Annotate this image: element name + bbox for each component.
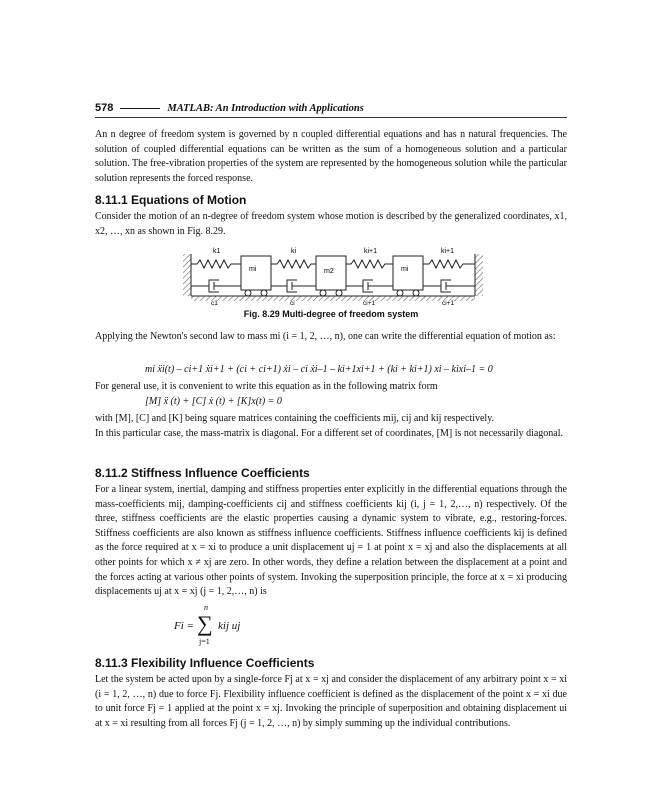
- damper-2: [271, 280, 316, 292]
- spring-3-label: ki+1: [364, 248, 378, 255]
- running-title: MATLAB: An Introduction with Applications: [167, 102, 364, 114]
- stiffness-paragraph: [95, 483, 567, 600]
- multi-dof-figure: [183, 244, 483, 306]
- matrix-form-paragraph: [95, 380, 567, 395]
- ground: [191, 296, 475, 301]
- mass-1: [241, 256, 271, 296]
- damper-1-label: c1: [211, 300, 218, 306]
- spring-2-label: ki: [291, 248, 297, 255]
- header-rule: [120, 108, 160, 109]
- sum-lower-limit: j=1: [199, 637, 210, 646]
- mass-2-label: m2: [324, 268, 334, 275]
- flexibility-paragraph: [95, 673, 567, 731]
- matrix-equation: [M] ẍ (t) + [C] ẋ (t) + [K]x(t) = 0: [145, 396, 282, 407]
- intro-paragraph: [95, 128, 567, 186]
- sum-upper-limit: n: [204, 603, 208, 612]
- section-heading-stiffness: 8.11.2 Stiffness Influence Coefficients: [95, 466, 310, 480]
- intro-text: An n degree of freedom system is governed by n coupled differential equations and has n natural frequencies. The solution of coupled differential equations can be written as the sum of a homogeneous solution and a particular solution. The free-vibration properties of the system are represented by the homogeneous solution while the particular solution represents the forced response.: [95, 129, 567, 184]
- newton-paragraph: [95, 330, 567, 345]
- newton-text: Applying the Newton's second law to mass mi (i = 1, 2, …, n), one can write the differential equation of motion as:: [95, 331, 556, 342]
- mass-3: [393, 256, 423, 296]
- left-wall: [183, 254, 191, 296]
- mass-2: [316, 256, 346, 296]
- spring-1: [191, 260, 241, 268]
- mass-1-label: mi: [249, 266, 257, 273]
- stiffness-text: For a linear system, inertial, damping and stiffness properties enter explicitly in the differential equations through the mass-coefficients mij, damping-coefficients cij and stiffness coefficients kij (i, j = 1, 2,…, n) respectively. Of the three, stiffness coefficients are the elastic properties causing a dynamic system to vibrate, e.g., restoring-forces. Stiffness coefficients are also known as stiffness influence coefficients. Stiffness influence coefficients kij is defined as the force required at x = xi to produce a unit displacement uj = 1 at point x = xj and also the displacements at all other points for which x ≠ xj are zero. In other words, they define a relation between the displacement at a point and the forces acting at various other points of system. Invoking the superposition principle, the force at x = xi producing displacements uj at x = xj (j = 1, 2,…, n) is: [95, 484, 567, 598]
- header-divider: [95, 117, 567, 118]
- damper-1: [191, 280, 241, 292]
- damper-3-label: ci+1: [363, 300, 376, 306]
- spring-3: [346, 260, 393, 268]
- damper-4: [423, 280, 475, 292]
- superposition-equation: [174, 603, 294, 647]
- spring-4: [423, 260, 475, 268]
- flexibility-text: Let the system be acted upon by a single-force Fj at x = xj and consider the displacement of any arbitrary point x = xi (i = 1, 2, …, n) due to force Fj. Flexibility influence coefficient is defined as the displacement of the point x = xi due to unit force Fj = 1 applied at the point x = xj. Invoking the principle of superposition and obtaining displacement ui at x = xi resulting from all forces Fj (j = 1, 2, …, n) by simply summing up the individual contributions.: [95, 674, 567, 729]
- damper-4-label: ci+1: [442, 300, 455, 306]
- section-heading-equations-of-motion: 8.11.1 Equations of Motion: [95, 193, 247, 207]
- mass-matrix-text: In this particular case, the mass-matrix is diagonal. For a different set of coordinates, [M] is not necessarily diagonal.: [95, 427, 564, 439]
- equation-rhs: kij uj: [218, 620, 241, 632]
- figure-caption: Fig. 8.29 Multi-degree of freedom system: [243, 309, 419, 319]
- equation-lhs: Fi =: [174, 620, 194, 632]
- right-wall: [475, 254, 483, 296]
- equation-of-motion: mi ẍi(t) – ci+1 ẋi+1 + (ci + ci+1) ẋi – ci ẋi–1 – ki+1xi+1 + (ki + ki+1) xi – kixi–1 = 0: [145, 364, 493, 375]
- sum-symbol: ∑: [197, 611, 213, 636]
- page-number: 578: [95, 102, 114, 114]
- equations-intro-paragraph: [95, 210, 567, 239]
- coefficients-paragraph: [95, 412, 567, 441]
- spring-2: [271, 260, 316, 268]
- matrix-form-text: For general use, it is convenient to write this equation as in the following matrix form: [95, 381, 438, 392]
- section-heading-flexibility: 8.11.3 Flexibility Influence Coefficients: [95, 656, 315, 670]
- mass-3-label: mi: [401, 266, 409, 273]
- damper-2-label: ci: [290, 300, 295, 306]
- running-header: [95, 101, 364, 115]
- damper-3: [346, 280, 393, 292]
- coefficients-text: with [M], [C] and [K] being square matrices containing the coefficients mij, cij and kij respectively.: [95, 413, 495, 424]
- spring-4-label: ki+1: [441, 248, 455, 255]
- spring-1-label: k1: [213, 248, 221, 255]
- equations-intro-text: Consider the motion of an n-degree of freedom system whose motion is described by the generalized coordinates, x1, x2, …, xn as shown in Fig. 8.29.: [95, 211, 567, 237]
